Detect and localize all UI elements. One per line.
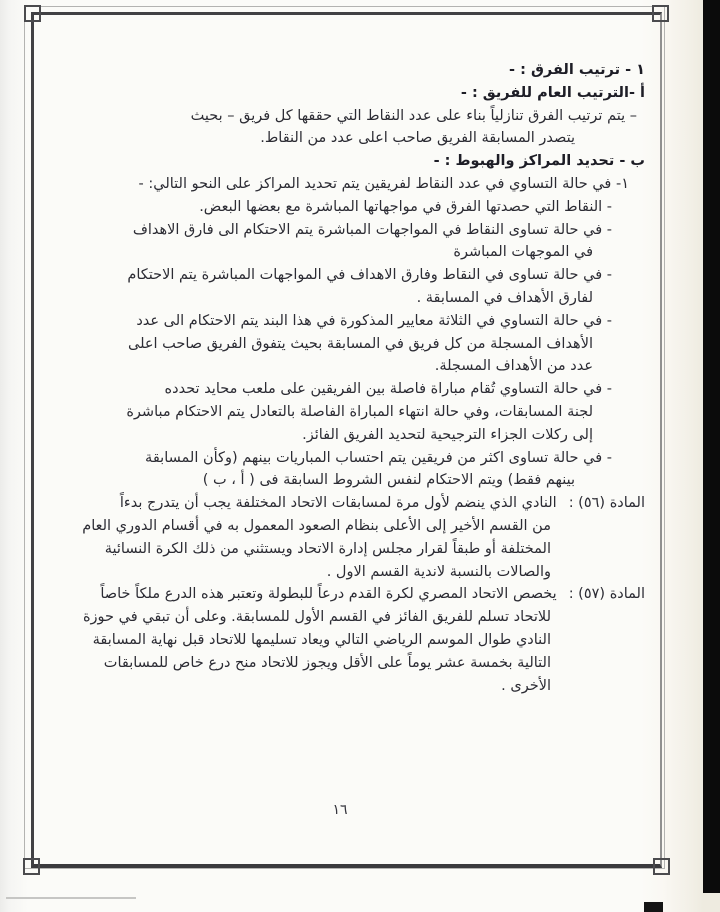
text-line: من القسم الأخير إلى الأعلى بنظام الصعود المعمول به في أقسام الدوري العام bbox=[82, 517, 551, 534]
text-line: التالية بخمسة عشر يوماً على الأقل ويجوز للاتحاد منح درع خاص للمسابقات bbox=[103, 654, 551, 671]
border-corner-ornament bbox=[23, 858, 40, 875]
bullet-line: - في حالة التساوي تُقام مباراة فاصلة بين الفريقين على ملعب محايد تحدده bbox=[164, 381, 612, 398]
text-line: الأخرى . bbox=[501, 677, 551, 694]
text-line: الأهداف المسجلة من كل فريق في المسابقة بحيث يتفوق الفريق صاحب اعلى bbox=[127, 335, 593, 352]
numbered-item: ١- في حالة التساوي في عدد النقاط لفريقين يتم تحديد المراكز على النحو التالي: - bbox=[138, 175, 629, 192]
text-line: عدد من الأهداف المسجلة. bbox=[434, 358, 593, 375]
bullet-line: - في حالة تساوى في النقاط وفارق الاهداف في المواجهات المباشرة يتم الاحتكام bbox=[127, 267, 612, 284]
text-line: – يتم ترتيب الفرق تنازلياً بناء على عدد النقاط التي حققها كل فريق – بحيث bbox=[190, 107, 637, 124]
text-line: بينهم فقط) ويتم الاحتكام لنفس الشروط السابقة فى ( أ ، ب ) bbox=[202, 472, 575, 489]
article-56-label: المادة (٥٦) : bbox=[568, 495, 645, 512]
section-heading-team-ranking: ١ - ترتيب الفرق : - bbox=[509, 62, 645, 78]
article-56-text: النادي الذي ينضم لأول مرة لمسابقات الاتحاد المختلفة يجب أن يتدرج بدءاً bbox=[119, 495, 557, 512]
text-line: والصالات بالنسبة لاندية القسم الاول . bbox=[326, 563, 551, 580]
text-line: لجنة المسابقات، وفي حالة انتهاء المباراة الفاصلة بالتعادل يتم الاحتكام مباشرة bbox=[126, 403, 593, 420]
article-57-text: يخصص الاتحاد المصري لكرة القدم درعاً للبطولة وتعتبر هذه الدرع ملكاً خاصاً bbox=[100, 586, 557, 603]
text-line: إلى ركلات الجزاء الترجيحية لتحديد الفريق الفائز. bbox=[302, 426, 593, 443]
scan-artifact-mark bbox=[644, 902, 663, 912]
bullet-line: - في حالة تساوى النقاط في المواجهات المباشرة يتم الاحتكام الى فارق الاهداف bbox=[132, 221, 612, 238]
bullet-line: - في حالة تساوى اكثر من فريقين يتم احتساب المباريات بينهم (وكأن المسابقة bbox=[145, 449, 612, 466]
text-line: لفارق الأهداف في المسابقة . bbox=[416, 289, 593, 306]
section-heading-positions-relegation: ب - تحديد المراكز والهبوط : - bbox=[433, 153, 645, 170]
scan-artifact-line bbox=[6, 897, 136, 899]
text-line: في الموجهات المباشرة bbox=[453, 244, 593, 261]
section-heading-general-ranking: أ -الترتيب العام للفريق : - bbox=[460, 84, 645, 101]
page-number: ١٦ bbox=[332, 802, 348, 818]
bullet-line: - في حالة التساوي في الثلاثة معايير المذكورة في هذا البند يتم الاحتكام الى عدد bbox=[136, 312, 612, 329]
article-56-row bbox=[75, 492, 645, 515]
border-corner-ornament bbox=[24, 5, 41, 22]
text-line: يتصدر المسابقة الفريق صاحب اعلى عدد من النقاط. bbox=[260, 130, 575, 147]
article-57-label: المادة (٥٧) : bbox=[568, 586, 645, 603]
article-57-row bbox=[75, 583, 645, 606]
text-line: المختلفة أو طبقاً لقرار مجلس إدارة الاتحاد ويستثني من ذلك الكرة النسائية bbox=[104, 540, 551, 557]
text-line: النادي طوال الموسم الرياضي التالي ويعاد تسليمها للاتحاد قبل نهاية المسابقة bbox=[92, 631, 551, 648]
border-corner-ornament bbox=[652, 5, 669, 22]
document-text-block bbox=[75, 59, 645, 697]
scanner-edge-strip bbox=[703, 0, 720, 893]
bullet-line: - النقاط التي حصدتها الفرق في مواجهاتها المباشرة مع بعضها البعض. bbox=[199, 198, 612, 215]
text-line: للاتحاد تسلم للفريق الفائز في القسم الأول للمسابقة. وعلى أن تبقي في حوزة bbox=[82, 609, 551, 626]
border-corner-ornament bbox=[653, 858, 670, 875]
